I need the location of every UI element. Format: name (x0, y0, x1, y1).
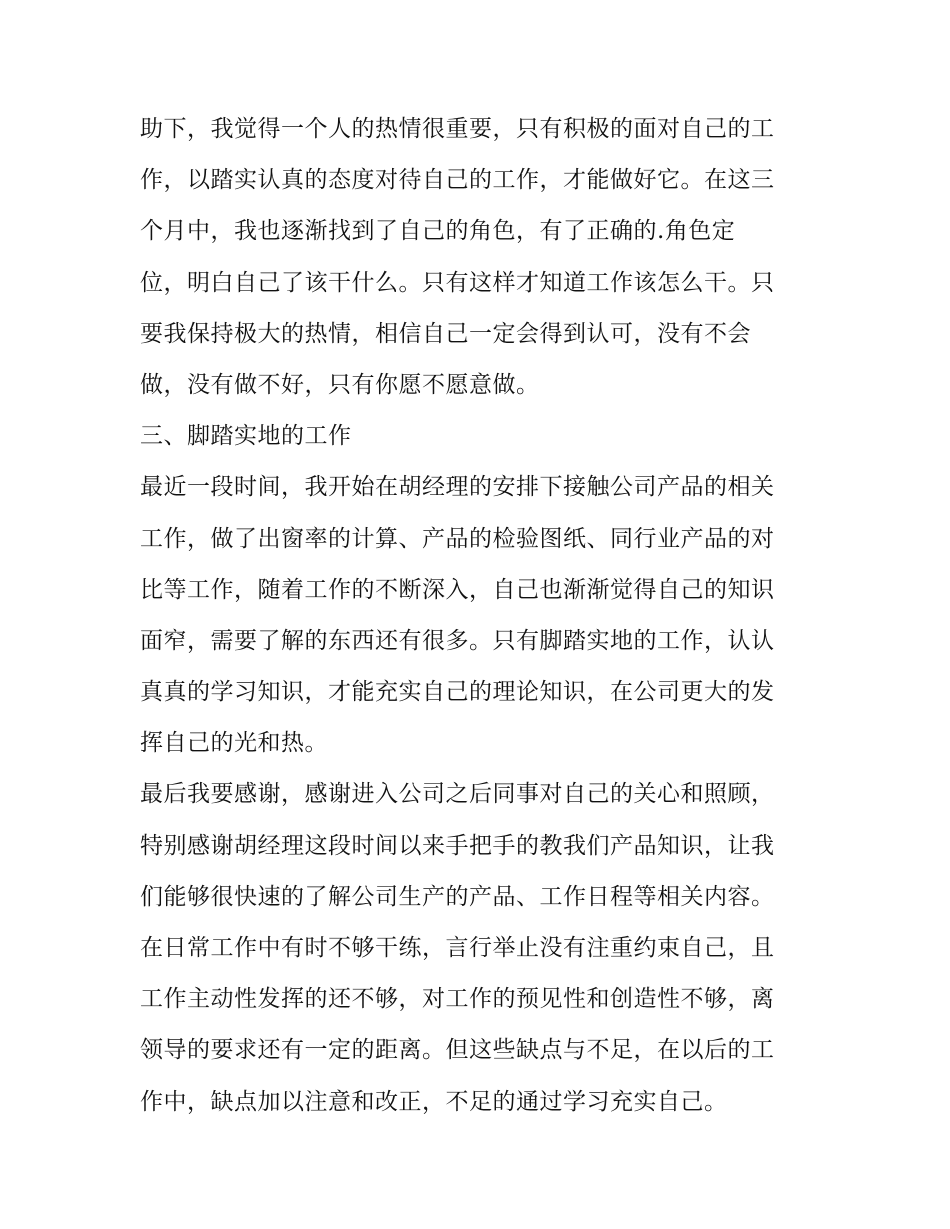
text-line: 位，明白自己了该干什么。只有这样才知道工作该怎么干。只 (140, 269, 775, 296)
text-line: 领导的要求还有一定的距离。但这些缺点与不足，在以后的工 (140, 1037, 775, 1064)
text-line: 最后我要感谢，感谢进入公司之后同事对自己的关心和照顾， (140, 781, 775, 808)
text-line: 真真的学习知识，才能充实自己的理论知识，在公司更大的发 (140, 679, 775, 706)
text-line: 们能够很快速的了解公司生产的产品、工作日程等相关内容。 (140, 883, 775, 910)
text-line: 作中，缺点加以注意和改正，不足的通过学习充实自己。 (140, 1088, 728, 1115)
text-line: 要我保持极大的热情，相信自己一定会得到认可，没有不会 (140, 320, 751, 347)
section-heading: 三、脚踏实地的工作 (140, 423, 352, 450)
text-line: 作，以踏实认真的态度对待自己的工作，才能做好它。在这三 (140, 167, 775, 194)
text-line: 特别感谢胡经理这段时间以来手把手的教我们产品知识，让我 (140, 832, 775, 859)
text-line: 做，没有做不好，只有你愿不愿意做。 (140, 371, 540, 398)
text-line: 工作，做了出窗率的计算、产品的检验图纸、同行业产品的对 (140, 525, 775, 552)
text-line: 面窄，需要了解的东西还有很多。只有脚踏实地的工作，认认 (140, 627, 775, 654)
text-line: 在日常工作中有时不够干练，言行举止没有注重约束自己，且 (140, 935, 775, 961)
text-line: 比等工作，随着工作的不断深入，自己也渐渐觉得自己的知识 (140, 576, 775, 603)
text-line: 挥自己的光和热。 (140, 730, 328, 757)
text-line: 工作主动性发挥的还不够，对工作的预见性和创造性不够，离 (140, 986, 775, 1013)
text-line: 助下，我觉得一个人的热情很重要，只有积极的面对自己的工 (140, 116, 775, 142)
document-body (140, 104, 820, 1128)
text-line: 个月中，我也逐渐找到了自己的角色，有了正确的.角色定 (140, 218, 736, 245)
text-line: 最近一段时间，我开始在胡经理的安排下接触公司产品的相关 (140, 474, 775, 501)
